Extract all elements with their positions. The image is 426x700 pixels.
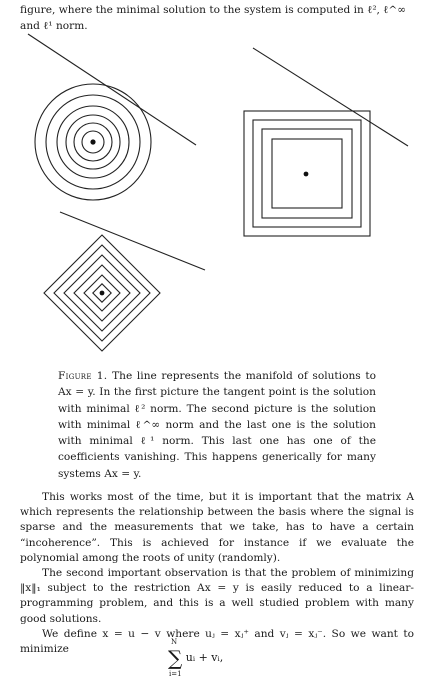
l2-center-dot [90,139,95,144]
paragraph-2: The second important observation is that the problem of minimizing ‖x‖₁ subject to the restriction Ax = y is easily reduced to a linear-programming problem, and this is a well studied problem with many good solutions. [20,567,414,625]
intro-line-1: figure, where the minimal solution to the system is computed in ℓ², ℓ^∞ [20,4,407,16]
body-text [20,490,414,657]
caption-text: The line represents the manifold of solutions to Ax = y. In the first picture the tangent point is the solution with minimal ℓ² norm. The second picture is the solution with minimal ℓ^∞ norm and the last one is the solution with minimal ℓ¹ norm. This last one has one of the coefficients vanishing. This happens generically for many systems Ax = y. [58,370,376,480]
figure-label: Figure 1. [58,370,108,382]
sum-symbol: ∑ [168,646,183,670]
l1-ball-diagram [44,212,205,351]
l1-solution-line [60,212,205,270]
paragraph-3: We define x = u − v where uⱼ = xⱼ⁺ and vⱼ = xⱼ⁻. So we want to minimize [20,627,414,656]
l2-ball-diagram [28,34,196,200]
linf-solution-line [253,48,408,146]
l1-center-dot [100,291,105,296]
sum-upper-limit: N [171,638,178,646]
paragraph-1: This works most of the time, but it is important that the matrix A which represents the relationship between the basis where the signal is sparse and the measurements that we take, has to have a certain “incoherence”. This is achieved for instance if we evaluate the polynomial among the roots of unity (randomly). [20,491,414,564]
linf-ball-diagram [244,48,408,236]
sum-lower-limit: i=1 [169,670,182,678]
sum-summand: uᵢ + vᵢ, [185,651,224,664]
figure-caption [58,368,376,482]
intro-line-2: and ℓ¹ norm. [20,20,88,32]
l2-solution-line [28,34,196,145]
linf-center-dot [304,172,309,177]
sum-formula [168,638,224,678]
